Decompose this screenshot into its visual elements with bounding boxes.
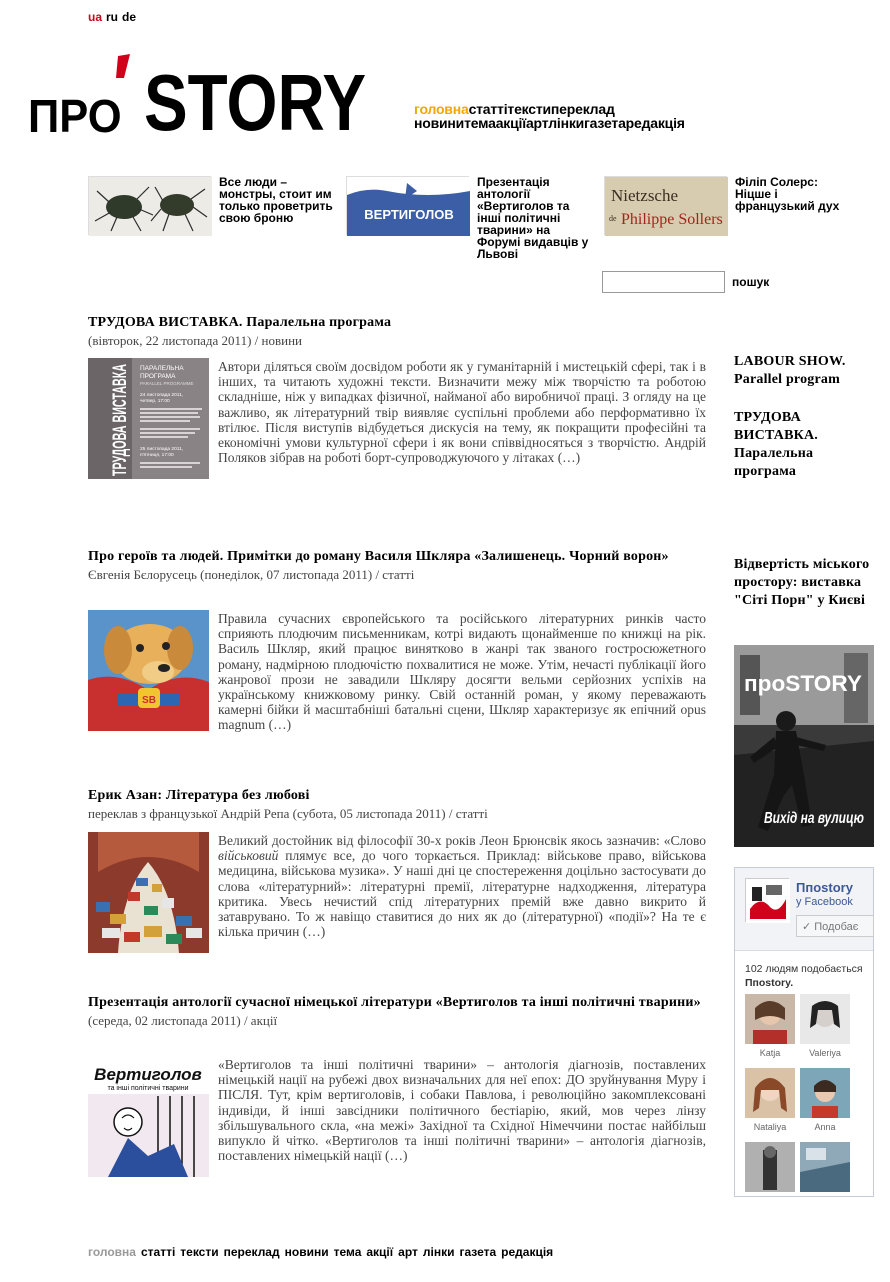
sidebar-link-labour-show[interactable]: LABOUR SHOW. Parallel program — [734, 354, 846, 387]
facebook-fan[interactable] — [745, 1142, 795, 1196]
nav-links[interactable]: лінки — [548, 115, 585, 131]
article-meta: переклав з французької Андрій Репа (субота, 05 листопада 2011) / статті — [88, 806, 488, 821]
nav-art[interactable]: арт — [525, 115, 549, 131]
site-logo[interactable] — [28, 52, 373, 147]
read-more-link[interactable]: (…) — [384, 1148, 408, 1164]
nav-home[interactable]: головна — [414, 101, 469, 117]
nietzsche-thumb-line1: Nietzsche — [611, 186, 679, 205]
logo-part1: ПРО — [28, 90, 122, 143]
fan-name[interactable]: Katja — [759, 1048, 781, 1058]
cover-subtitle: та інші політичні тварини — [107, 1085, 189, 1092]
fan-name[interactable]: Anna — [814, 1122, 836, 1132]
search-box — [602, 271, 770, 293]
article-item — [88, 548, 708, 733]
poster-line2: ПРОГРАМА — [140, 373, 176, 380]
footer-nav-news[interactable]: новини — [284, 1245, 329, 1259]
featured-link-text[interactable]: Презентація антології «Вертиголов та інші політичні тварини» на Форумі видавців у Львові — [477, 175, 589, 261]
nav-articles[interactable]: статті — [468, 101, 508, 117]
footer-nav-editorial[interactable]: редакція — [501, 1245, 554, 1259]
nav-editorial[interactable]: редакція — [625, 115, 685, 131]
poster-big-title: ТРУДОВА ВИСТАВКА — [110, 277, 131, 476]
poster-date1-time: четвер, 17:00 — [140, 399, 170, 404]
featured-link-text[interactable]: Філіп Солерс: Ніцше і французький дух — [735, 175, 840, 213]
fan-avatar[interactable] — [800, 994, 850, 1044]
main-nav-row2 — [414, 116, 685, 130]
facebook-fan[interactable] — [745, 994, 795, 1058]
fan-avatar[interactable] — [800, 1068, 850, 1118]
article-excerpt-text-b: плямує все, до чого торкається. Приклад: військове право, військова медицина, військова музика». У наші дні це спостереження доцільно застосувати до слова «літературний»: літературні премії, літературне надходження, література критика. Увесь нечистий спід літературних премій вже давно викрито й затаврувано. То ж навіщо ставитися до них як до (літературної) «події»? На те є кілька причин — [218, 848, 706, 940]
language-switcher — [88, 10, 140, 24]
nav-theme[interactable]: тема — [464, 115, 496, 131]
lang-ua-link[interactable]: ua — [88, 10, 103, 24]
sidebar-link-city-porn[interactable]: Відвертість міського простору: виставка "Сіті Порн" у Києві — [734, 557, 870, 608]
article-item — [88, 277, 708, 476]
facebook-page-name[interactable]: Ппostory — [796, 880, 853, 895]
nav-translation[interactable]: переклад — [550, 101, 615, 117]
promo-logo-text: пpoSTORY — [744, 671, 863, 696]
article-meta: (вівторок, 22 листопада 2011) / новини — [88, 333, 302, 348]
nietzsche-thumb-de: de — [609, 214, 617, 223]
footer-nav-articles[interactable]: статті — [140, 1245, 176, 1259]
fan-name[interactable]: Nataliya — [753, 1122, 787, 1132]
logo-part2: STORY — [144, 58, 366, 147]
nav-actions[interactable]: акції — [495, 115, 526, 131]
article-excerpt-text: «Вертиголов та інші політичні тварини» – антологія діагнозів, поставлених німецькій нації на рубежі двох визначальних для неї епох: ДО зруйнування Муру і ПІСЛЯ. Тут, крім вертиголовів, і собаки Павлова, і революційно закомплексовані індивіди, й інші завсідники політичного бестіарію, який, мов через лінзу збільшувального скла, «на межі» Західної та Східної Німеччини постає найбільш випукло й чітко. «Вертиголов та інші політичні тварини» – антологія діагнозів, поставлених німецькій нації — [218, 1057, 706, 1164]
article-excerpt-emphasis: військовий — [218, 848, 279, 864]
article-excerpt — [218, 359, 706, 465]
sidebar-promo-banner[interactable] — [734, 645, 874, 847]
article-item — [88, 994, 708, 1164]
footer-nav-actions[interactable]: акції — [366, 1245, 394, 1259]
fan-name[interactable]: Valeriya — [809, 1048, 841, 1058]
main-nav — [414, 102, 685, 130]
article-thumbnail-books[interactable] — [88, 832, 209, 953]
vertyholov-thumb-text: ВЕРТИГОЛОВ — [364, 207, 454, 222]
featured-thumbnail-beetles[interactable] — [88, 176, 211, 235]
article-title[interactable]: Про героїв та людей. Примітки до роману Василя Шкляра «Залишенець. Чорний ворон» — [88, 549, 669, 564]
facebook-on-label[interactable]: у Facebook — [796, 896, 853, 908]
superdog-badge: SB — [142, 695, 156, 706]
lang-de-link[interactable]: de — [122, 10, 137, 24]
article-title[interactable]: ТРУДОВА ВИСТАВКА. Паралельна програма — [88, 315, 392, 330]
read-more-link[interactable]: (…) — [302, 924, 326, 940]
fan-avatar[interactable] — [745, 1142, 795, 1192]
facebook-like-count-page[interactable]: Ппostory. — [745, 977, 794, 989]
article-title[interactable]: Ерик Азан: Література без любові — [88, 788, 310, 803]
featured-thumbnail-nietzsche[interactable] — [604, 176, 727, 235]
article-thumbnail-superdog[interactable] — [88, 610, 209, 731]
facebook-like-count-text: 102 людям подобається — [745, 963, 863, 975]
nav-news[interactable]: новини — [414, 115, 465, 131]
article-excerpt-text-a: Великий достойник від філософії 30-х років Леон Брюнсвік якось зазначив: «Слово — [218, 833, 706, 848]
nav-newspaper[interactable]: газета — [584, 115, 626, 131]
read-more-link[interactable]: (…) — [268, 717, 292, 733]
fan-avatar[interactable] — [745, 1068, 795, 1118]
cover-title: Вертиголов — [94, 1065, 202, 1084]
main-nav-row1 — [414, 102, 685, 116]
featured-link-text[interactable]: Все люди – монстры, стоит им только проветрить свою броню — [219, 175, 333, 225]
poster-date1: 24 листопада 2011, — [140, 393, 184, 398]
footer-nav-art[interactable]: арт — [398, 1245, 418, 1259]
article-title[interactable]: Презентація антології сучасної німецької літератури «Вертиголов та інші політичні тварини» — [88, 995, 701, 1010]
poster-line3: PARALLEL PROGRAMME — [140, 381, 194, 386]
facebook-header — [735, 868, 873, 951]
poster-date2: 25 листопада 2011, — [140, 447, 184, 452]
fan-avatar[interactable] — [745, 994, 795, 1044]
facebook-like-button[interactable]: ✓ Подобає — [796, 915, 874, 937]
facebook-fan[interactable] — [800, 1068, 850, 1132]
article-thumbnail-vertyholov-cover[interactable] — [88, 1056, 209, 1177]
featured-thumbnail-vertyholov[interactable] — [346, 176, 469, 235]
search-button[interactable]: пошук — [732, 275, 770, 289]
facebook-page-avatar[interactable] — [745, 878, 789, 922]
footer-nav-home[interactable]: головна — [88, 1245, 136, 1259]
article-item — [88, 787, 708, 940]
facebook-fan[interactable] — [745, 1068, 795, 1132]
lang-ru-link[interactable]: ru — [106, 10, 119, 24]
fan-avatar[interactable] — [800, 1142, 850, 1192]
article-excerpt-text: Автори діляться своїм досвідом роботи як у гуманітарній і мистецькій сфері, так і в інших, та читають художні тексти. Визначити межу між творчістю та роботою складніше, ніж у випадках фізичної, найманої або виробничої праці. З огляду на це важливо, як літературний твір виявляє суспільні проблеми або перформативно їх втілює. Після виступів відбудеться дискусія на тему, як покращити професійні та економічні умови культурної сфери і як вони співвідносяться з творчістю. Андрій Поляков зібрав на роботі борт-супроводжуючого у літаках — [218, 359, 706, 466]
facebook-fan[interactable] — [800, 1142, 850, 1196]
footer-nav-theme[interactable]: тема — [333, 1245, 362, 1259]
search-input[interactable] — [602, 271, 725, 293]
promo-caption: Вихід на вулицю — [764, 810, 865, 827]
facebook-fan[interactable] — [800, 994, 850, 1058]
poster-date2-time: п'ятниця, 17:00 — [140, 453, 174, 458]
nietzsche-thumb-line2: Philippe Sollers — [621, 211, 723, 228]
sidebar-link-labour-exhibition[interactable]: ТРУДОВА ВИСТАВКА. Паралельна програма — [734, 410, 818, 479]
footer-nav-newspaper[interactable]: газета — [459, 1245, 497, 1259]
poster-line1: ПАРАЛЕЛЬНА — [140, 365, 184, 372]
facebook-like-box — [734, 867, 874, 1197]
footer-nav — [88, 1245, 558, 1259]
nav-texts[interactable]: тексти — [507, 101, 551, 117]
footer-nav-texts[interactable]: тексти — [180, 1245, 219, 1259]
article-meta: (середа, 02 листопада 2011) / акції — [88, 1013, 278, 1028]
article-excerpt-text: Правила сучасних європейського та російського літературних ринків часто сприяють плодючим письменникам, котрі видають щонайменше по книжці на рік. Василь Шкляр, який працює винятково в жанрі так званого гостросюжетного роману, надмірною плодючістю похвалитися не може. Утім, нечасті публікації його жанрової прози не завадили Шкляру досягти вельми серйозних успіхів на українському книжковому ринку. Свій останній роман, у якому переважають камерні бійки й масштабніші батальні сцени, Шкляр характеризує як епічний opus magnum — [218, 611, 706, 733]
article-meta: Євгенія Бєлорусець (понеділок, 07 листопада 2011) / статті — [88, 567, 415, 582]
footer-nav-translation[interactable]: переклад — [223, 1245, 280, 1259]
footer-nav-links[interactable]: лінки — [422, 1245, 455, 1259]
article-excerpt — [218, 833, 706, 939]
article-excerpt — [218, 611, 706, 733]
facebook-like-count — [745, 962, 875, 990]
article-excerpt — [218, 1057, 706, 1163]
logo-accent — [116, 54, 130, 78]
read-more-link[interactable]: (…) — [557, 450, 581, 466]
